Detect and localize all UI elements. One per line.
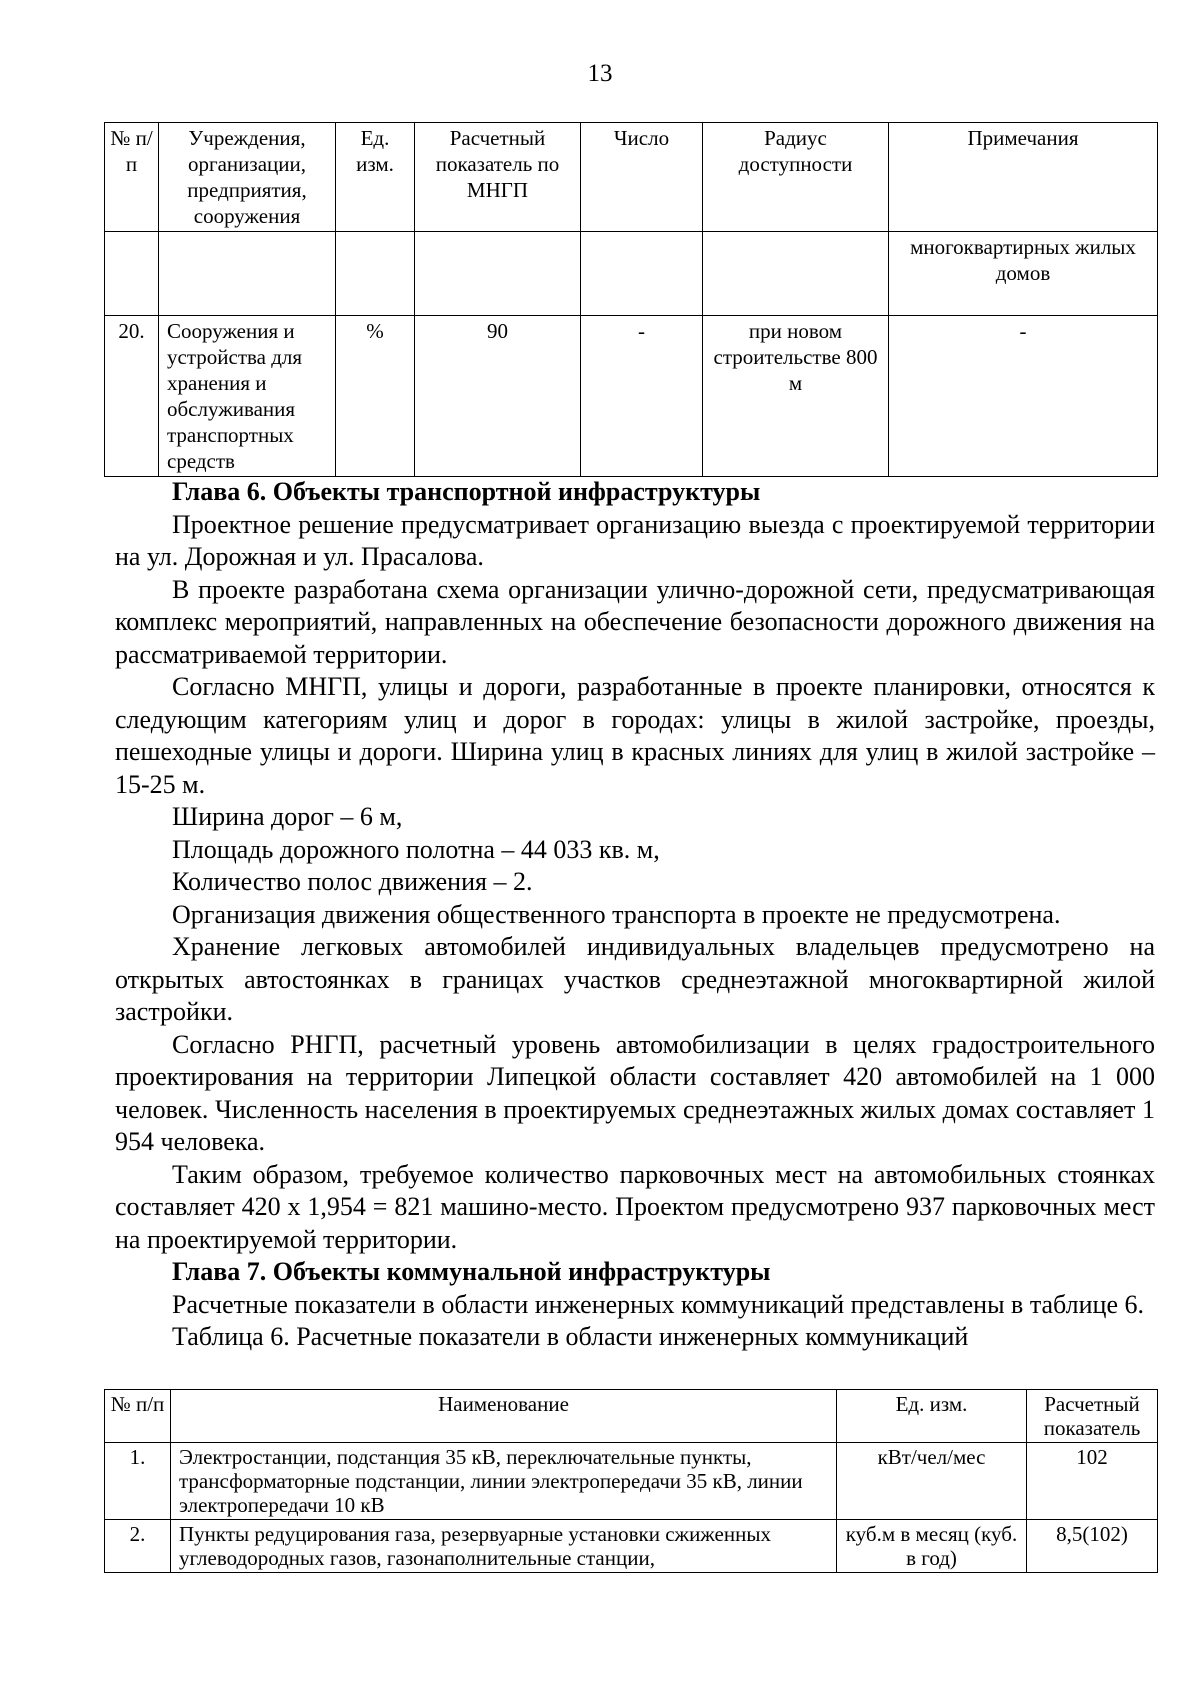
table-cell: 1.	[105, 1443, 171, 1520]
paragraph: Таким образом, требуемое количество парковочных мест на автомобильных стоянках составляет 420 х 1,954 = 821 машино-место. Проектом предусмотрено 937 парковочных мест на проектируемой территории.	[115, 1159, 1155, 1254]
paragraph: Количество полос движения – 2.	[172, 867, 533, 896]
table-cell: 90	[415, 316, 581, 477]
paragraph: В проекте разработана схема организации улично-дорожной сети, предусматривающая комплекс мероприятий, направленных на обеспечение безопасности дорожного движения на рассматриваемой территории.	[115, 574, 1155, 669]
column-header: Число	[581, 123, 703, 232]
table-cell: при новом строительстве 800 м	[703, 316, 889, 477]
paragraph: Организация движения общественного транспорта в проекте не предусмотрена.	[172, 899, 1061, 929]
table-header-row	[105, 1390, 1158, 1443]
table-cell: Пункты редуцирования газа, резервуарные установки сжиженных углеводородных газов, газонаполнительные станции,	[171, 1520, 837, 1573]
column-header: Расчетный показатель по МНГП	[415, 123, 581, 232]
paragraph: Проектное решение предусматривает организацию выезда с проектируемой территории на ул. Дорожная и ул. Прасалова.	[115, 509, 1155, 571]
column-header: Наименование	[171, 1390, 837, 1443]
table-cell: куб.м в месяц (куб. в год)	[837, 1520, 1027, 1573]
column-header: № п/п	[105, 123, 159, 232]
paragraph: Согласно МНГП, улицы и дороги, разработанные в проекте планировки, относятся к следующим категориям улиц и дорог в городах: улицы в жилой застройке, проезды, пешеходные улицы и дороги. Ширина улиц в красных линиях для улиц в жилой застройке – 15-25 м.	[115, 672, 1155, 799]
table-cell	[336, 232, 415, 316]
table-cell: кВт/чел/мес	[837, 1443, 1027, 1520]
table-row	[105, 232, 1158, 316]
table-cell: %	[336, 316, 415, 477]
chapter-6-section	[115, 476, 1155, 1354]
table-row	[105, 1443, 1158, 1520]
table-cell: Электростанции, подстанция 35 кВ, переключательные пункты, трансформаторные подстанции, линии электропередачи 35 кВ, линии электропередачи 10 кВ	[171, 1443, 837, 1520]
column-header: Ед. изм.	[837, 1390, 1027, 1443]
table-cell	[105, 232, 159, 316]
table-header-row	[105, 123, 1158, 232]
column-header: Учреждения, организации, предприятия, сооружения	[159, 123, 336, 232]
table-cell: 102	[1027, 1443, 1158, 1520]
paragraph: Ширина дорог – 6 м,	[172, 802, 403, 831]
table-cell	[703, 232, 889, 316]
engineering-indicators-table	[104, 1389, 1158, 1573]
paragraph: Согласно РНГП, расчетный уровень автомобилизации в целях градостроительного проектирования на территории Липецкой области составляет 420 автомобилей на 1 000 человек. Численность населения в проектируемых среднеэтажных жилых домах составляет 1 954 человека.	[115, 1029, 1155, 1156]
paragraph: Хранение легковых автомобилей индивидуальных владельцев предусмотрено на открытых автостоянках в границах участков среднеэтажной многоквартирной жилой застройки.	[115, 932, 1155, 1026]
table-cell	[415, 232, 581, 316]
paragraph: Расчетные показатели в области инженерных коммуникаций представлены в таблице 6.	[172, 1289, 1144, 1319]
table-caption: Таблица 6. Расчетные показатели в области инженерных коммуникаций	[172, 1322, 969, 1351]
chapter-7-heading: Глава 7. Объекты коммунальной инфраструктуры	[172, 1257, 771, 1286]
chapter-6-heading: Глава 6. Объекты транспортной инфраструктуры	[172, 477, 761, 506]
table-cell: 2.	[105, 1520, 171, 1573]
column-header: Ед. изм.	[336, 123, 415, 232]
table-cell	[581, 232, 703, 316]
column-header: Примечания	[889, 123, 1158, 232]
table-cell: Сооружения и устройства для хранения и обслуживания транспортных средств	[159, 316, 336, 477]
table-cell: 8,5(102)	[1027, 1520, 1158, 1573]
column-header: № п/п	[105, 1390, 171, 1443]
column-header: Расчетный показатель	[1027, 1390, 1158, 1443]
facilities-table	[104, 122, 1158, 477]
table-cell	[159, 232, 336, 316]
page-number: 13	[587, 60, 613, 87]
table-cell: многоквартирных жилых домов	[889, 232, 1158, 316]
table-row	[105, 1520, 1158, 1573]
table-cell: -	[581, 316, 703, 477]
column-header: Радиус доступности	[703, 123, 889, 232]
table-row	[105, 316, 1158, 477]
table-cell: -	[889, 316, 1158, 477]
table-cell: 20.	[105, 316, 159, 477]
paragraph: Площадь дорожного полотна – 44 033 кв. м,	[172, 834, 660, 864]
